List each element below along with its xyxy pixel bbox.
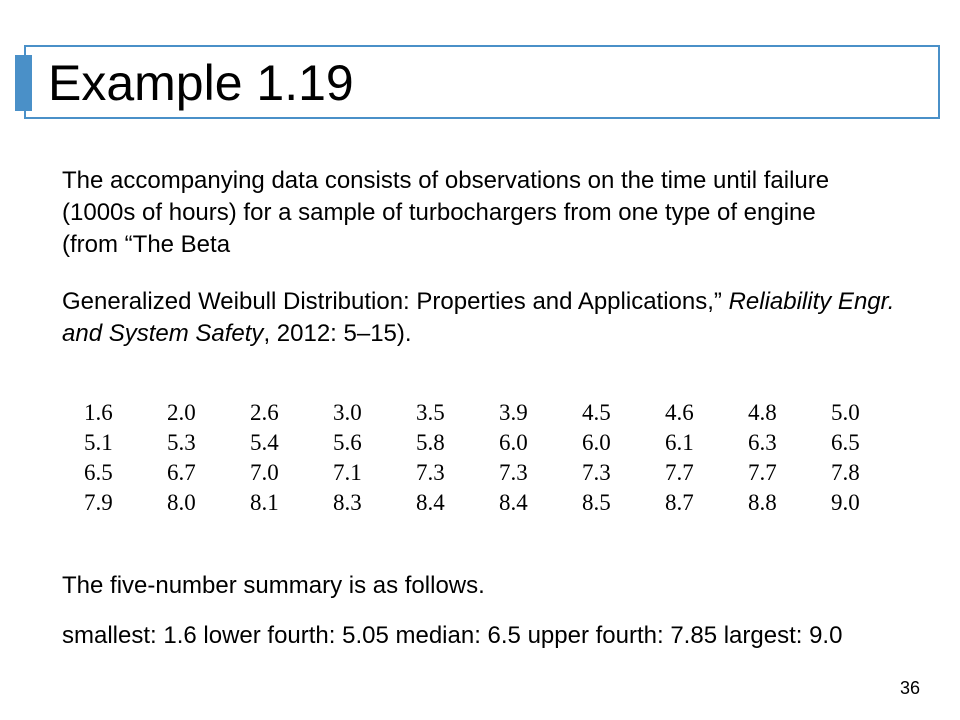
citation-paragraph — [62, 286, 922, 350]
table-cell: 7.0 — [250, 460, 279, 485]
table-cell: 6.3 — [748, 430, 777, 455]
table-cell: 7.1 — [333, 460, 362, 485]
slide-number: 36 — [899, 678, 920, 698]
failure-time-table-body — [84, 398, 914, 518]
table-cell: 8.3 — [333, 490, 362, 515]
table-cell: 5.6 — [333, 430, 362, 455]
table-cell: 3.5 — [416, 400, 445, 425]
table-cell: 6.0 — [582, 430, 611, 455]
table-cell: 6.1 — [665, 430, 694, 455]
table-cell: 6.5 — [84, 460, 113, 485]
summary-intro: The five-number summary is as follows. — [62, 572, 485, 599]
table-cell: 7.7 — [665, 460, 694, 485]
table-cell: 5.4 — [250, 430, 279, 455]
table-cell: 8.4 — [416, 490, 445, 515]
citation-text: Generalized Weibull Distribution: Properties and Applications,” — [62, 288, 729, 315]
table-cell: 8.8 — [748, 490, 777, 515]
citation-tail: , 2012: 5–15). — [263, 320, 412, 347]
title-accent-bar — [15, 55, 32, 111]
table-cell: 5.3 — [167, 430, 196, 455]
table-cell: 4.5 — [582, 400, 611, 425]
table-cell: 6.7 — [167, 460, 196, 485]
table-cell: 6.5 — [831, 430, 860, 455]
intro-paragraph: The accompanying data consists of observations on the time until failure (1000s of hours) for a sample of turbochargers from one type of engine (from “The Beta — [62, 167, 830, 258]
table-cell: 9.0 — [831, 490, 860, 515]
table-row — [84, 398, 914, 428]
table-cell: 4.8 — [748, 400, 777, 425]
table-cell: 7.8 — [831, 460, 860, 485]
table-cell: 8.4 — [499, 490, 528, 515]
table-cell: 8.1 — [250, 490, 279, 515]
table-cell: 2.0 — [167, 400, 196, 425]
table-cell: 3.0 — [333, 400, 362, 425]
table-cell: 7.7 — [748, 460, 777, 485]
table-cell: 7.9 — [84, 490, 113, 515]
table-cell: 5.0 — [831, 400, 860, 425]
five-number-summary: smallest: 1.6 lower fourth: 5.05 median: 6.5 upper fourth: 7.85 largest: 9.0 — [62, 622, 843, 649]
table-cell: 4.6 — [665, 400, 694, 425]
table-row — [84, 428, 914, 458]
table-cell: 6.0 — [499, 430, 528, 455]
table-cell: 7.3 — [416, 460, 445, 485]
table-cell: 7.3 — [582, 460, 611, 485]
slide-title: Example 1.19 — [48, 55, 354, 111]
table-cell: 8.7 — [665, 490, 694, 515]
failure-time-table — [84, 398, 914, 518]
table-cell: 5.1 — [84, 430, 113, 455]
table-cell: 3.9 — [499, 400, 528, 425]
table-cell: 7.3 — [499, 460, 528, 485]
journal-name: Reliability Engr. and System Safety — [62, 288, 895, 347]
table-row — [84, 458, 914, 488]
table-cell: 2.6 — [250, 400, 279, 425]
table-cell: 8.0 — [167, 490, 196, 515]
table-cell: 8.5 — [582, 490, 611, 515]
table-row — [84, 488, 914, 518]
table-cell: 5.8 — [416, 430, 445, 455]
table-cell: 1.6 — [84, 400, 113, 425]
